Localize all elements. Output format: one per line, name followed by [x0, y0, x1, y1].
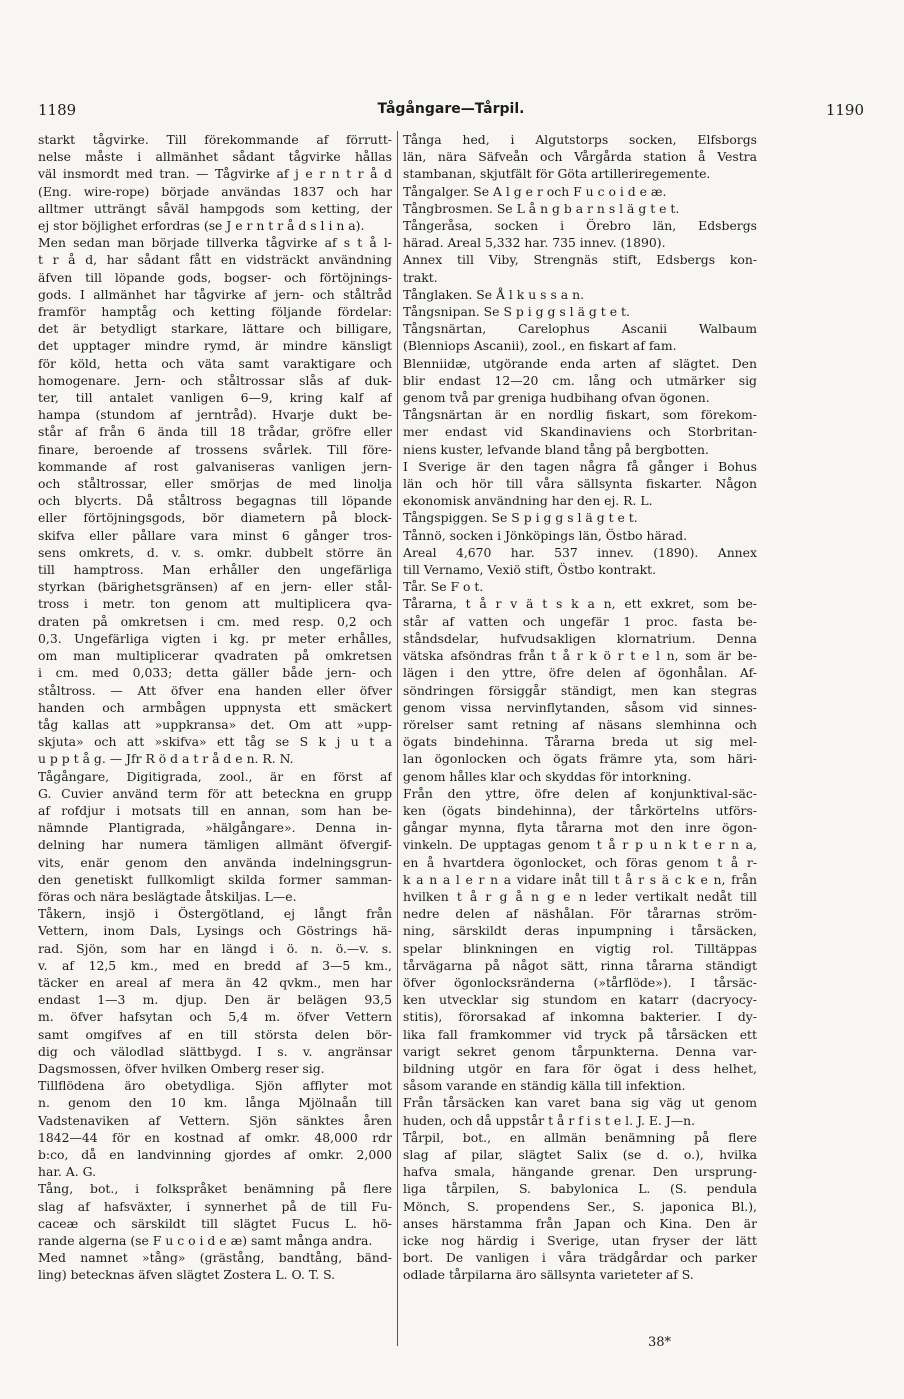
- text-line: ståndsdelar, hufvudsakligen klornatrium. Denna: [403, 630, 757, 646]
- text-line: starkt tågvirke. Till förekommande af förrutt-: [38, 132, 392, 147]
- page-header: [38, 101, 864, 123]
- text-line: tårvägarna på något sätt, rinna tårarna ständigt: [403, 957, 757, 973]
- text-line: framför hamptåg och ketting följande fördelar:: [38, 304, 392, 320]
- text-line: ken (ögats bindehinna), der tårkörtelns utförs-: [403, 802, 757, 818]
- text-line: 0,3. Ungefärliga vigten i kg. pr meter erhålles,: [38, 630, 392, 646]
- text-line: nelse måste i allmänhet sådant tågvirke hållas: [38, 149, 392, 165]
- text-line: tross i metr. ton genom att multiplicera qva-: [38, 596, 392, 612]
- text-line: 1842—44 för en kostnad af omkr. 48,000 rdr: [38, 1129, 392, 1145]
- text-line: bildning utgör en fara för ögat i dess helhet,: [403, 1060, 757, 1076]
- text-line: vätska afsöndras från t å r k ö r t e l n, som är be-: [403, 648, 757, 664]
- text-line: det upptager mindre rymd, är mindre känsligt: [38, 338, 392, 354]
- text-line: och ståltrossar, eller smörjas de med linolja: [38, 476, 392, 492]
- text-line: G. Cuvier använd term för att beteckna en grupp: [38, 785, 392, 801]
- text-line: bort. De vanligen i våra trädgårdar och parker: [403, 1250, 757, 1266]
- text-line: dig och välodlad slättbygd. I s. v. angränsar: [38, 1043, 392, 1059]
- text-line: Dagsmossen, öfver hvilken Omberg reser sig.: [38, 1060, 325, 1076]
- text-line: I Sverige är den tagen några få gånger i Bohus: [403, 458, 757, 474]
- text-line: står af vatten och ungefär 1 proc. fasta be-: [403, 613, 757, 629]
- text-line: Mönch, S. propendens Ser., S. japonica Bl.),: [403, 1198, 757, 1214]
- text-line: öfver ögonlocksränderna (»tårflöde»). I tårsäc-: [403, 974, 757, 990]
- text-line: caceæ och särskildt till slägtet Fucus L. hö-: [38, 1215, 392, 1231]
- text-line: icke nog härdig i Sverige, utan fryser der lätt: [403, 1233, 757, 1248]
- text-line: Tånnö, socken i Jönköpings län, Östbo härad.: [403, 527, 688, 543]
- text-line: spelar blinkningen en vigtig rol. Tilltäppas: [403, 940, 757, 956]
- text-line: handen och armbågen uppnysta ett smäckert: [38, 699, 392, 715]
- text-line: stitis), förorsakad af inkomna bakterier. I dy-: [403, 1009, 757, 1025]
- text-line: nämnde Plantigrada, »hälgångare». Denna in-: [38, 820, 392, 836]
- text-line: Annex till Viby, Strengnäs stift, Edsbergs kon-: [403, 252, 757, 268]
- text-line: odlade tårpilarna äro sällsynta varieteter af S.: [403, 1267, 694, 1283]
- text-line: Med namnet »tång» (grästång, bandtång, bänd-: [38, 1250, 392, 1266]
- text-line: Tånglaken. Se Å l k u s s a n.: [403, 286, 585, 302]
- text-line: k a n a l e r n a vidare inåt till t å r s ä c k e n, från: [403, 871, 757, 887]
- left-column: [38, 131, 392, 1284]
- text-line: draten på omkretsen i cm. med resp. 0,2 och: [38, 613, 392, 629]
- text-line: äfven till löpande gods, bogser- och förtöjnings-: [38, 269, 392, 285]
- text-line: Vettern, inom Dals, Lysings och Göstrings hä-: [38, 923, 392, 939]
- text-line: söndringen försiggår ständigt, men kan stegras: [403, 682, 757, 698]
- text-line: Från den yttre, öfre delen af konjunktival-säc-: [403, 785, 757, 801]
- text-line: hampa (stundom af jerntråd). Hvarje dukt be-: [38, 407, 392, 423]
- text-line: af rofdjur i motsats till en annan, som han be-: [38, 802, 392, 818]
- text-line: kommande af rost galvaniseras vanligen jern-: [38, 458, 392, 474]
- text-line: för köld, hetta och väta samt varaktigare och: [38, 355, 392, 371]
- text-line: varigt sekret genom tårpunkterna. Denna var-: [403, 1043, 757, 1059]
- text-line: till Vernamo, Vexiö stift, Östbo kontrakt.: [403, 562, 657, 578]
- text-line: Tårarna, t å r v ä t s k a n, ett exkret, som be-: [403, 596, 757, 612]
- text-line: en å hvartdera ögonlocket, och föras genom t å r-: [403, 854, 757, 870]
- text-line: gångar mynna, flyta tårarna mot den inre ögon-: [403, 820, 757, 836]
- text-line: ståltross. — Att öfver ena handen eller öfver: [38, 682, 392, 698]
- text-line: liga tårpilen, S. babylonica L. (S. pendula: [403, 1181, 757, 1197]
- text-line: län, nära Säfveån och Vårgårda station å Vestra: [403, 149, 757, 165]
- text-line: styrkan (bärighetsgränsen) af en jern- eller stål-: [38, 579, 392, 595]
- text-line: Tåkern, insjö i Östergötland, ej långt från: [38, 906, 392, 922]
- text-line: vinkeln. De upptagas genom t å r p u n k t e r n a,: [403, 837, 757, 853]
- text-line: Tångeråsa, socken i Örebro län, Edsbergs: [403, 218, 757, 234]
- text-line: lägen i den yttre, öfre delen af ögonhålan. Af-: [403, 665, 757, 681]
- text-line: ekonomisk användning har den ej. R. L.: [403, 493, 653, 509]
- text-line: Tångsnärtan är en nordlig fiskart, som förekom-: [403, 407, 757, 423]
- text-line: trakt.: [403, 269, 438, 285]
- text-line: samt omgifves af en till största delen bör-: [38, 1026, 392, 1042]
- text-line: ej stor böjlighet erfordras (se J e r n t r å d s l i n a).: [38, 218, 365, 234]
- text-line: Tångspiggen. Se S p i g g s l ä g t e t.: [403, 510, 638, 526]
- text-line: Tår. Se F o t.: [403, 579, 484, 595]
- text-line: län och hör till våra sällsynta fiskarter. Någon: [403, 476, 757, 492]
- text-line: m. öfver hafsytan och 5,4 m. öfver Vettern: [38, 1009, 392, 1025]
- right-column: [403, 131, 757, 1284]
- text-line: lan ögonlocken och ögats främre yta, som häri-: [403, 751, 757, 767]
- text-line: såsom varande en ständig källa till infektion.: [403, 1078, 686, 1094]
- text-line: ling) betecknas äfven slägtet Zostera L. O. T. S.: [38, 1267, 336, 1283]
- text-line: niens kuster, lefvande bland tång på bergbotten.: [403, 441, 709, 457]
- text-line: alltmer utträngt såväl hampgods som ketting, der: [38, 200, 392, 216]
- text-line: stambanan, skjutfält för Göta artilleriregemente.: [403, 166, 711, 182]
- text-line: b:co, då en landvinning gjordes af omkr. 2,000: [38, 1146, 392, 1162]
- text-line: står af från 6 ända till 18 trådar, gröfre eller: [38, 424, 392, 440]
- text-line: eller förtöjningsgods, bör diametern på block-: [38, 510, 392, 526]
- text-line: täcker en areal af mera än 42 qvkm., men har: [38, 974, 392, 990]
- text-line: Tångsnipan. Se S p i g g s l ä g t e t.: [403, 304, 630, 320]
- signature-mark: 38*: [648, 1335, 672, 1350]
- text-line: delning har numera tämligen allmänt öfvergif-: [38, 837, 392, 853]
- text-line: anses härstamma från Japan och Kina. Den är: [403, 1215, 757, 1231]
- text-line: v. af 12,5 km., med en bredd af 3—5 km.,: [38, 957, 392, 973]
- text-line: rad. Sjön, som har en längd i ö. n. ö.—v. s.: [38, 940, 392, 956]
- text-line: (Blenniops Ascanii), zool., en fiskart af fam.: [403, 338, 677, 354]
- page-number-left: 1189: [38, 101, 77, 119]
- text-line: slag af hafsväxter, i synnerhet på de till Fu-: [38, 1198, 392, 1214]
- text-line: genom två par greniga hudbihang ofvan ögonen.: [403, 390, 710, 406]
- text-line: skjuta» och att »skifva» ett tåg se S k j u t a: [38, 734, 392, 750]
- text-line: genom vissa nervinflytanden, såsom vid sinnes-: [403, 699, 757, 715]
- text-line: till hamptross. Man erhåller den ungefärliga: [38, 562, 392, 578]
- text-line: skifva eller pållare vara minst 6 gånger tros-: [38, 527, 392, 543]
- text-line: Tånga hed, i Algutstorps socken, Elfsborgs: [403, 132, 757, 147]
- text-line: sens omkrets, d. v. s. omkr. dubbelt större än: [38, 544, 392, 560]
- text-line: lika fall framkommer vid tryck på tårsäcken ett: [403, 1026, 757, 1042]
- text-line: föras och nära beslägtade åtskiljas. L—e.: [38, 888, 297, 904]
- text-line: ken utvecklar sig stundom en katarr (dacryocy-: [403, 992, 757, 1008]
- text-line: om man multiplicerar qvadraten på omkretsen: [38, 648, 392, 664]
- text-line: (Eng. wire-rope) började användas 1837 och har: [38, 183, 392, 199]
- text-line: rörelser samt retning af näsans slemhinna och: [403, 716, 757, 732]
- text-line: Tårpil, bot., en allmän benämning på flere: [403, 1129, 757, 1145]
- text-line: Tågångare, Digitigrada, zool., är en först af: [38, 768, 392, 784]
- text-line: vits, enär genom den använda indelningsgrun-: [38, 854, 392, 870]
- text-line: n. genom den 10 km. långa Mjölnaån till: [38, 1095, 392, 1111]
- text-line: ning, särskildt deras inpumpning i tårsäcken,: [403, 923, 757, 939]
- text-line: ter, till antalet vanligen 6—9, kring kalf af: [38, 390, 392, 406]
- page-number-right: 1190: [825, 101, 864, 119]
- text-line: och blycrts. Då ståltross begagnas till löpande: [38, 493, 392, 509]
- column-divider: [397, 131, 398, 1346]
- text-line: t r å d, har sådant fått en vidsträckt användning: [38, 252, 392, 268]
- text-line: Tångsnärtan, Carelophus Ascanii Walbaum: [403, 321, 757, 337]
- text-line: Tångbrosmen. Se L å n g b a r n s l ä g t e t.: [403, 200, 680, 216]
- text-line: finare, beroende af trossens svårlek. Till före-: [38, 441, 392, 457]
- text-line: mer endast vid Skandinaviens och Storbritan-: [403, 424, 757, 440]
- text-line: den genetiskt fullkomligt skilda former samman-: [38, 871, 392, 887]
- text-line: Tångalger. Se A l g e r och F u c o i d e æ.: [403, 183, 667, 199]
- text-line: blir endast 12—20 cm. lång och utmärker sig: [403, 372, 757, 388]
- text-line: härad. Areal 5,332 har. 735 innev. (1890).: [403, 235, 666, 251]
- running-title: Tågångare—Tårpil.: [377, 101, 525, 117]
- text-line: u p p t å g. — Jfr R ö d a t r å d e n. R. N.: [38, 751, 294, 767]
- text-line: Blenniidæ, utgörande enda arten af slägtet. Den: [403, 355, 757, 371]
- text-line: ögats bindehinna. Tårarna breda ut sig mel-: [403, 734, 757, 750]
- text-line: det är betydligt starkare, lättare och billigare,: [38, 321, 392, 337]
- text-line: väl insmordt med tran. — Tågvirke af j e r n t r å d: [38, 166, 392, 182]
- text-line: Från tårsäcken kan varet bana sig väg ut genom: [403, 1095, 757, 1111]
- text-line: har. A. G.: [38, 1164, 97, 1180]
- text-line: hafva smala, hängande grenar. Den ursprung-: [403, 1164, 757, 1180]
- text-line: Men sedan man började tillverka tågvirke af s t å l-: [38, 235, 392, 251]
- text-line: Vadstenaviken af Vettern. Sjön sänktes åren: [38, 1112, 392, 1128]
- text-line: rande algerna (se F u c o i d e æ) samt många andra.: [38, 1233, 373, 1248]
- text-line: Tillflödena äro obetydliga. Sjön afflyter mot: [38, 1078, 392, 1094]
- text-line: huden, och då uppstår t å r f i s t e l. J. E. J—n.: [403, 1112, 696, 1128]
- text-line: homogenare. Jern- och ståltrossar slås af duk-: [38, 372, 392, 388]
- text-line: nedre delen af näshålan. För tårarnas ström-: [403, 906, 757, 922]
- text-line: genom hålles klar och skyddas för intorkning.: [403, 768, 692, 784]
- text-line: gods. I allmänhet har tågvirke af jern- och ståltråd: [38, 286, 392, 302]
- text-line: i cm. med 0,033; detta gäller både jern- och: [38, 665, 392, 681]
- text-line: tåg kallas att »uppkransa» det. Om att »upp-: [38, 716, 392, 732]
- text-line: Areal 4,670 har. 537 innev. (1890). Annex: [403, 544, 757, 560]
- text-line: endast 1—3 m. djup. Den är belägen 93,5: [38, 992, 392, 1008]
- text-line: Tång, bot., i folkspråket benämning på flere: [38, 1181, 392, 1197]
- text-line: slag af pilar, slägtet Salix (se d. o.), hvilka: [403, 1146, 757, 1162]
- text-line: hvilken t å r g å n g e n leder vertikalt nedåt till: [403, 888, 757, 904]
